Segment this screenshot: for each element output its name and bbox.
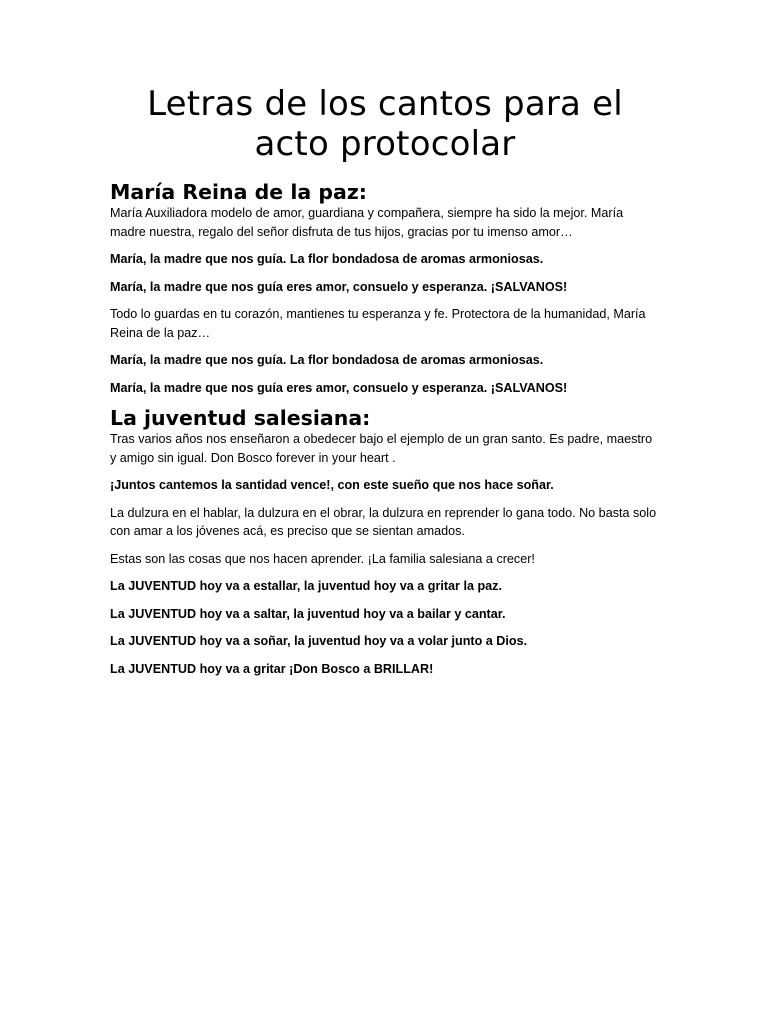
chorus-paragraph: ¡Juntos cantemos la santidad vence!, con este sueño que nos hace soñar.	[110, 478, 554, 492]
chorus-paragraph: María, la madre que nos guía. La flor bondadosa de aromas armoniosas.	[110, 252, 544, 266]
lyric-paragraph: Todo lo guardas en tu corazón, mantienes tu esperanza y fe. Protectora de la humanidad, María Reina de la paz…	[110, 307, 646, 340]
chorus-paragraph: La JUVENTUD hoy va a soñar, la juventud hoy va a volar junto a Dios.	[110, 634, 528, 648]
section-juventud-salesiana	[110, 406, 660, 678]
chorus-paragraph: María, la madre que nos guía. La flor bondadosa de aromas armoniosas.	[110, 353, 544, 367]
section-maria-reina	[110, 180, 660, 397]
section-heading: María Reina de la paz:	[110, 180, 367, 204]
lyric-paragraph: Estas son las cosas que nos hacen aprender. ¡La familia salesiana a crecer!	[110, 551, 535, 566]
lyric-paragraph: María Auxiliadora modelo de amor, guardiana y compañera, siempre ha sido la mejor. María madre nuestra, regalo del señor disfruta de tus hijos, gracias por tu imenso amor…	[110, 206, 624, 239]
lyric-paragraph: Tras varios años nos enseñaron a obedecer bajo el ejemplo de un gran santo. Es padre, maestro y amigo sin igual. Don Bosco forever in your heart .	[110, 432, 653, 465]
chorus-paragraph: La JUVENTUD hoy va a gritar ¡Don Bosco a BRILLAR!	[110, 661, 434, 676]
chorus-paragraph: María, la madre que nos guía eres amor, consuelo y esperanza. ¡SALVANOS!	[110, 380, 568, 395]
lyric-paragraph: La dulzura en el hablar, la dulzura en el obrar, la dulzura en reprender lo gana todo. No basta solo con amar a los jóvenes acá, es preciso que se sientan amados.	[110, 505, 657, 538]
chorus-paragraph: La JUVENTUD hoy va a estallar, la juventud hoy va a gritar la paz.	[110, 579, 502, 593]
chorus-paragraph: María, la madre que nos guía eres amor, consuelo y esperanza. ¡SALVANOS!	[110, 279, 568, 294]
section-heading: La juventud salesiana:	[110, 406, 371, 430]
chorus-paragraph: La JUVENTUD hoy va a saltar, la juventud hoy va a bailar y cantar.	[110, 606, 506, 621]
document-title: Letras de los cantos para el acto protocolar	[147, 84, 623, 164]
document-page	[110, 84, 660, 687]
